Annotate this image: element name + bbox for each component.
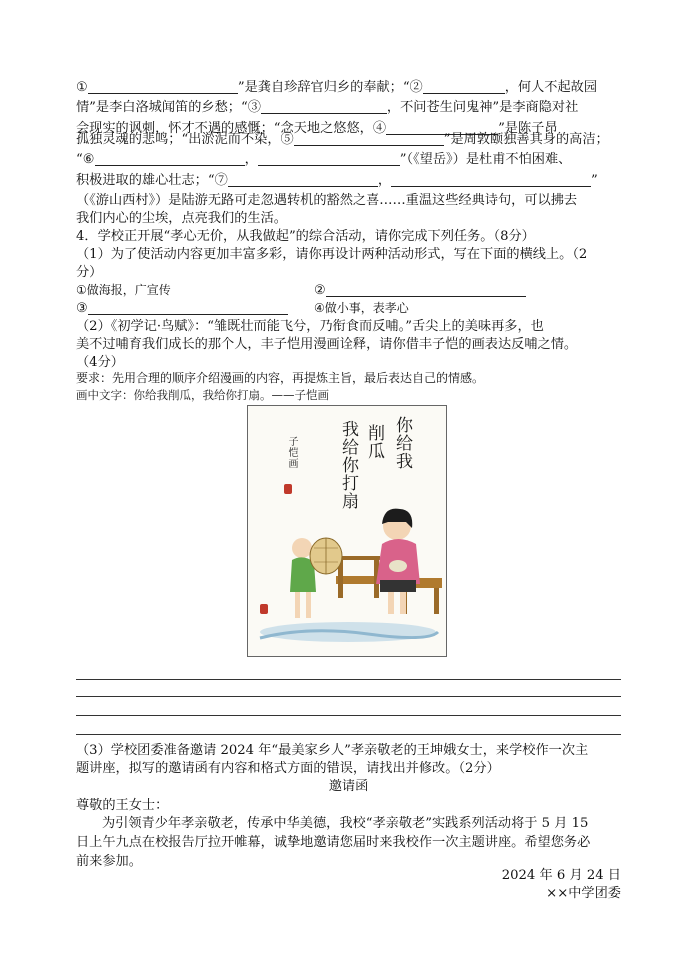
activity-blank-2[interactable]: [326, 282, 526, 297]
sub-question-3-line-2: 题讲座，拟写的邀请函有内容和格式方面的错误，请找出并修改。（2分）: [76, 761, 500, 776]
letter-body-line-3: 前来参加。: [76, 854, 142, 869]
text: ，不问苍生问鬼神”是李商隐对社: [386, 100, 579, 115]
poem-line-5: [76, 150, 621, 169]
poem-line-6: [76, 171, 621, 190]
answer-blank-1[interactable]: [88, 79, 238, 94]
text: ”是周敦颐独善其身的高洁；: [443, 132, 609, 147]
answer-blank-7a[interactable]: [228, 172, 378, 187]
text: ”: [591, 173, 598, 188]
answer-line-3[interactable]: [76, 715, 621, 716]
text: ”是龚自珍辞官归乡的奉献；“②: [237, 80, 423, 95]
question-4-title: 4．学校正开展“孝心无价，从我做起”的综合活动，请你完成下列任务。（8分）: [76, 229, 535, 244]
text: 情”是李白洛城闻笛的乡愁；“③: [76, 100, 261, 115]
text: 积极进取的雄心壮志；“⑦: [76, 173, 228, 188]
answer-blank-2[interactable]: [423, 79, 505, 94]
letter-salutation: 尊敬的王女士：: [76, 798, 169, 813]
sub-question-2-line-3: （4分）: [76, 355, 124, 370]
sub-question-3-line-1: （3）学校团委准备邀请 2024 年“最美家乡人”孝亲敬老的王坤娥女士，来学校作一次主: [76, 743, 589, 758]
option-label: ②: [314, 283, 326, 298]
answer-blank-6b[interactable]: [258, 151, 400, 166]
text: ”（《望岳》）是杜甫不怕困难、: [399, 152, 572, 167]
girl-figure: [376, 509, 420, 614]
letter-sender: ××中学团委: [546, 886, 621, 901]
activity-blank-3[interactable]: [88, 300, 288, 315]
answer-line-4[interactable]: [76, 734, 621, 735]
activity-option-4: ④做小事，表孝心: [314, 301, 409, 315]
sub-question-2-line-1: （2）《初学记·鸟赋》：“雏既壮而能飞兮，乃衔食而反哺。”舌尖上的美味再多，也: [76, 319, 544, 334]
answer-line-2[interactable]: [76, 696, 621, 697]
activity-option-3: [76, 299, 314, 318]
poem-line-2: [76, 98, 621, 117]
text: ，: [244, 152, 258, 167]
poem-line-7: （《游山西村》）是陆游无路可走忽遇转机的豁然之喜……重温这些经典诗句，可以拂去: [76, 193, 578, 208]
calligraphy-col-3: 我给你打扇: [338, 420, 358, 510]
poem-line-4-text: [76, 130, 621, 149]
answer-blank-3[interactable]: [261, 99, 387, 114]
painting-caption: 画中文字：你给我削瓜，我给你打扇。——子恺画: [76, 388, 329, 402]
letter-body-line-2: 日上午九点在校报告厅拉开帷幕，诚挚地邀请您届时来我校作一次主题讲座。希望您务必: [76, 835, 591, 850]
activity-options-row-1: [76, 281, 621, 300]
answer-blank-7b[interactable]: [391, 172, 591, 187]
activity-option-2: [314, 283, 526, 298]
calligraphy-col-2: 削瓜: [364, 424, 384, 460]
boy-figure: [290, 538, 342, 618]
answer-blank-5[interactable]: [294, 131, 444, 146]
text: ①: [76, 80, 88, 95]
text: 孤独灵魂的悲鸣；“出淤泥而不染，⑤: [76, 132, 294, 147]
text: “⑥: [76, 152, 95, 167]
feng-zikai-painting: [247, 405, 447, 657]
letter-date: 2024 年 6 月 24 日: [501, 868, 621, 883]
sub-question-2-line-2: 美不过哺育我们成长的那个人，丰子恺用漫画诠释，请你借丰子恺的画表达反哺之情。: [76, 337, 578, 352]
requirement-text: 要求：先用合理的顺序介绍漫画的内容，再提炼主旨，最后表达自己的情感。: [76, 371, 485, 385]
activity-option-1: ①做海报，广宣传: [76, 283, 171, 297]
activity-options-row-2: [76, 299, 621, 318]
text: ，: [377, 173, 391, 188]
answer-blank-6a[interactable]: [95, 151, 245, 166]
poem-line-8: 我们内心的尘埃，点亮我们的生活。: [76, 211, 287, 226]
sub-question-1-line-1: （1）为了使活动内容更加丰富多彩，请你再设计两种活动形式，写在下面的横线上。（2: [76, 247, 588, 262]
calligraphy-col-1: 你给我: [392, 416, 412, 470]
poem-line-1: [76, 78, 621, 97]
answer-line-1[interactable]: [76, 679, 621, 680]
letter-body-line-1: 为引领青少年孝亲敬老，传承中华美德，我校“孝亲敬老”实践系列活动将于 5 月 15: [102, 816, 589, 831]
artist-seal-2-icon: [260, 604, 268, 614]
text: ，何人不起故园: [504, 80, 598, 95]
sub-question-1-line-2: 分）: [76, 265, 103, 280]
letter-title: 邀请函: [328, 779, 369, 794]
painter-signature: 子恺画: [286, 436, 297, 469]
text: ”是陈子昂: [498, 121, 558, 136]
text: 会现实的讽刺，怀才不遇的感慨；“念天地之悠悠，④: [76, 121, 387, 136]
artist-seal-icon: [284, 484, 292, 494]
option-label: ③: [76, 301, 88, 316]
